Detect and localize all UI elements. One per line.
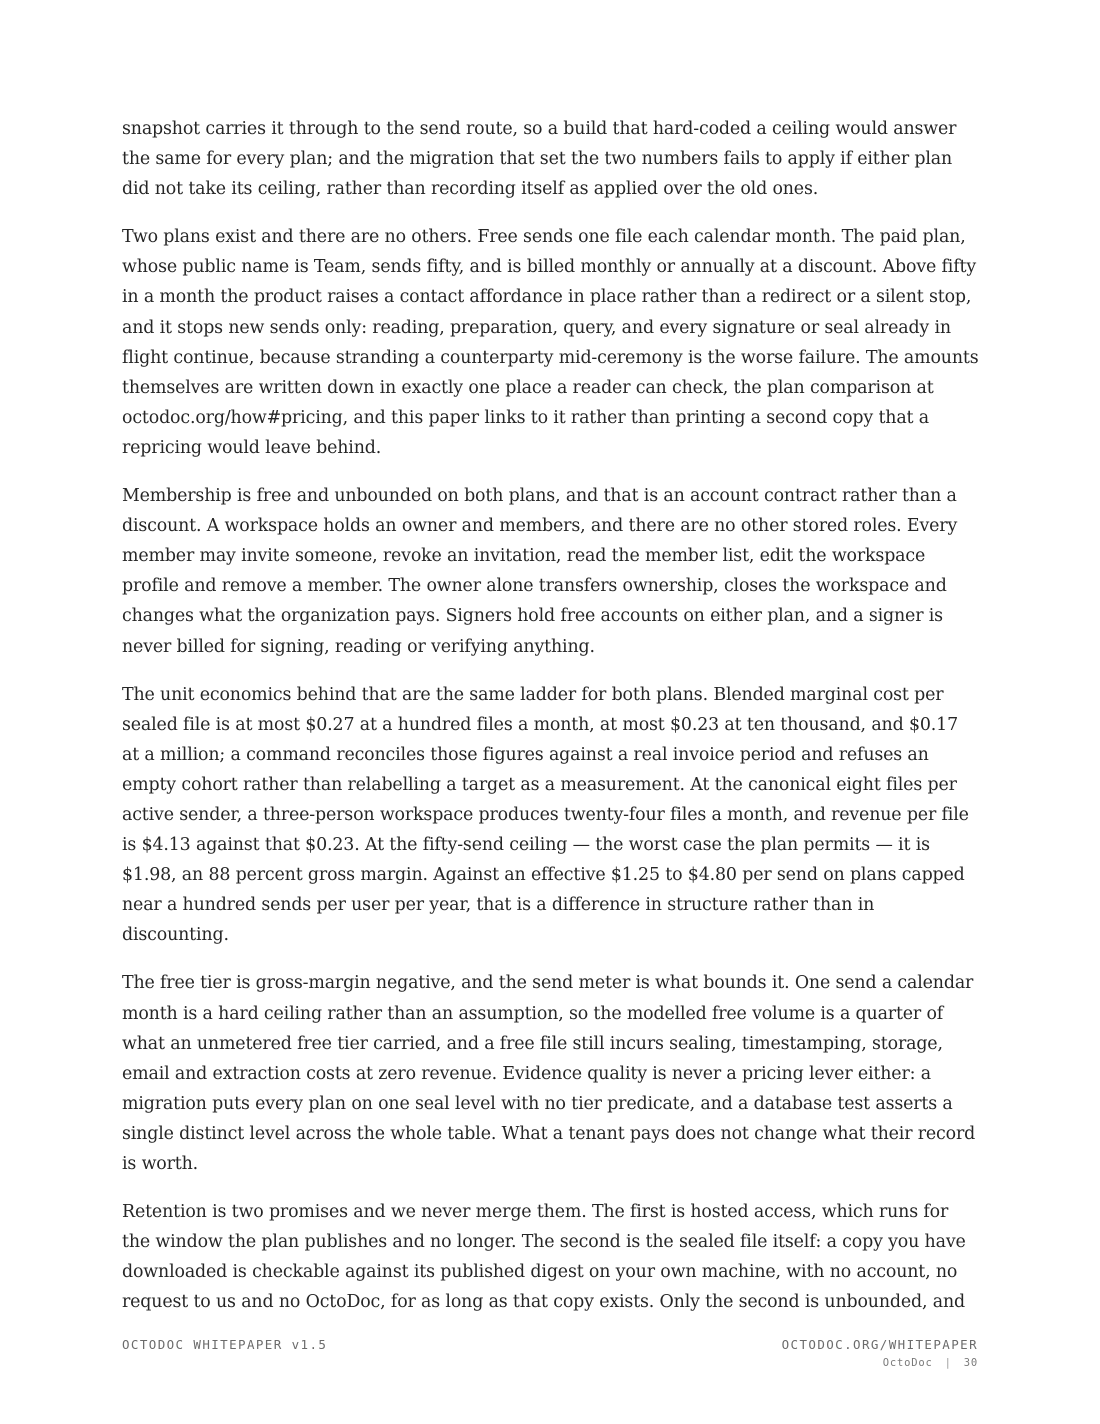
paragraph-5: The free tier is gross-margin negative, and the send meter is what bounds it. One send a calendar month is a hard ceiling rather than an assumption, so the modelled free volume is a quarter of what an unmetered free tier carried, and a free file still incurs sealing, timestamping, storage, email and extraction costs at zero revenue. Evidence quality is never a pricing lever either: a migration puts every plan on one seal level with no tier predicate, and a database test asserts a single distinct level across the whole table. What a tenant pays does not change what their record is worth. (122, 973, 976, 1174)
footer-meta (782, 1355, 978, 1371)
paragraph-4: The unit economics behind that are the same ladder for both plans. Blended marginal cost per sealed file is at most $0.27 at a hundred files a month, at most $0.23 at ten thousand, and $0.17 at a million; a command reconciles those figures against a real invoice period and refuses an empty cohort rather than relabelling a target as a measurement. At the canonical eight files per active sender, a three-person workspace produces twenty-four files a month, and revenue per file is $4.13 against that $0.23. At the fifty-send ceiling — the worst case the plan permits — it is $1.98, an 88 percent gross margin. Against an effective $1.25 to $4.80 per send on plans capped near a hundred sends per user per year, that is a difference in structure rather than in discounting. (122, 684, 969, 946)
body-text (122, 114, 980, 1335)
footer-separator: | (944, 1357, 952, 1369)
paragraph-6: Retention is two promises and we never merge them. The first is hosted access, which runs for the window the plan publishes and no longer. The second is the sealed file itself: a copy you have downloaded is checkable against its published digest on your own machine, with no account, no request to us and no OctoDoc, for as long as that copy exists. Only the second is unbounded, and (122, 1202, 966, 1313)
page-number: 30 (963, 1357, 978, 1369)
paragraph-1: snapshot carries it through to the send route, so a build that hard-coded a ceiling would answer the same for every plan; and the migration that set the two numbers fails to apply if either plan did not take its ceiling, rather than recording itself as applied over the old ones. (122, 119, 957, 200)
footer-url: OCTODOC.ORG/WHITEPAPER (781, 1337, 978, 1352)
footer-document-title: OCTODOC WHITEPAPER v1.5 (122, 1337, 328, 1352)
footer-right (782, 1337, 978, 1371)
paragraph-3: Membership is free and unbounded on both plans, and that is an account contract rather than a discount. A workspace holds an owner and members, and there are no other stored roles. Every member may invite someone, revoke an invitation, read the member list, edit the workspace profile and remove a member. The owner alone transfers ownership, closes the workspace and changes what the organization pays. Signers hold free accounts on either plan, and a signer is never billed for signing, reading or verifying anything. (122, 486, 958, 657)
footer-brand: OctoDoc (882, 1357, 933, 1369)
paragraph-2: Two plans exist and there are no others. Free sends one file each calendar month. The paid plan, whose public name is Team, sends fifty, and is billed monthly or annually at a discount. Above fifty in a month the product raises a contact affordance in place rather than a redirect or a silent stop, and it stops new sends only: reading, preparation, query, and every signature or seal already in flight continue, because stranding a counterparty mid-ceremony is the worse failure. The amounts themselves are written down in exactly one place a reader can check, the plan comparison at octodoc.org/how#pricing, and this paper links to it rather than printing a second copy that a repricing would leave behind. (122, 227, 979, 458)
